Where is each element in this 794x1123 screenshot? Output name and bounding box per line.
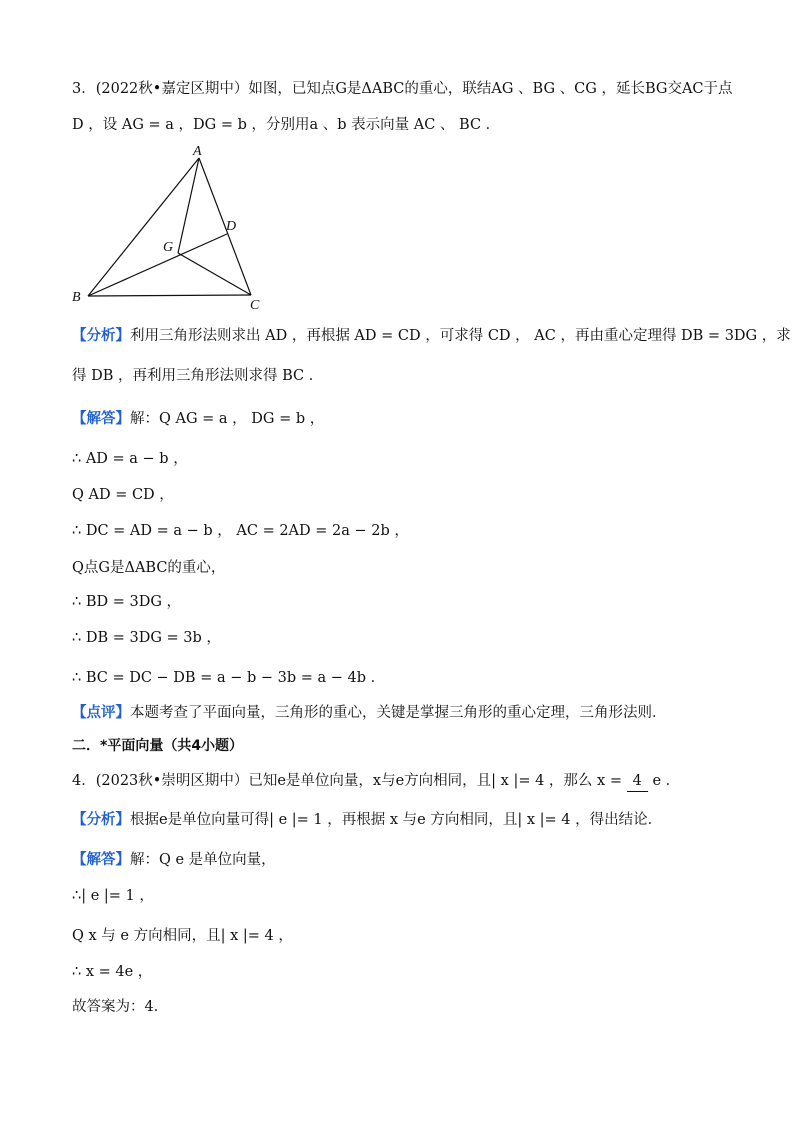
analysis-tag: 【分析】 xyxy=(72,812,130,828)
segment-bd xyxy=(88,234,227,296)
q3-step7: ∴ BC = DC − DB = a − b − 3b = a − 4b ． xyxy=(72,670,386,686)
q4-stem xyxy=(72,771,732,792)
q3-step1: ∴ AD = a − b ， xyxy=(72,451,188,467)
q3-step2: Q AD = CD ， xyxy=(72,487,174,503)
q3-analysis-line2: 得 DB ，再利用三角形法则求得 BC ． xyxy=(72,368,324,384)
q3-step6: ∴ DB = 3DG = 3b ， xyxy=(72,630,221,646)
q4-step3: ∴ x = 4e ， xyxy=(72,964,153,980)
label-c: C xyxy=(250,298,260,312)
segment-gc xyxy=(178,253,251,295)
q3-stem-line1: 3．(2022秋•嘉定区期中）如图，已知点G是ΔABC的重心，联结AG 、BG 、CG ，延长BG交AC于点 xyxy=(72,81,733,97)
q4-analysis-text: 根据e是单位向量可得| e |= 1 ，再根据 x 与e 方向相同，且| x |= 4 ，得出结论． xyxy=(130,812,663,828)
q4-stem-pre: 4．(2023秋•崇明区期中）已知e是单位向量，x与e方向相同，且| x |= 4 ，那么 x = xyxy=(72,773,622,789)
q3-answer-intro: 解：Q AG = a ， DG = b ， xyxy=(130,411,325,427)
q3-analysis-line1 xyxy=(72,326,791,346)
q3-stem-line2: D ，设 AG = a ，DG = b ，分别用a 、b 表示向量 AC 、 BC ． xyxy=(72,117,501,133)
section-heading: 二．*平面向量（共4小题） xyxy=(72,738,244,754)
q3-analysis-text1: 利用三角形法则求出 AD ，再根据 AD = CD ，可求得 CD ， AC ，再由重心定理得 DB = 3DG ，求 xyxy=(130,328,791,344)
q3-step5: ∴ BD = 3DG ， xyxy=(72,594,182,610)
q3-step4: Q点G是ΔABC的重心， xyxy=(72,560,226,576)
q3-answer-line xyxy=(72,409,732,429)
comment-tag: 【点评】 xyxy=(72,705,130,721)
q4-answer-intro: 解：Q e 是单位向量， xyxy=(130,852,276,868)
q4-step1: ∴| e |= 1 ， xyxy=(72,888,154,904)
label-a: A xyxy=(193,144,202,159)
q3-comment-text: 本题考查了平面向量，三角形的重心，关键是掌握三角形的重心定理，三角形法则． xyxy=(130,705,667,721)
q3-step3: ∴ DC = AD = a − b ， AC = 2AD = 2a − 2b ， xyxy=(72,523,409,539)
edge-ac xyxy=(199,158,251,295)
q4-analysis-line xyxy=(72,810,732,830)
q3-comment-line xyxy=(72,703,732,723)
edge-bc xyxy=(88,295,251,296)
label-b: B xyxy=(72,290,81,305)
answer-tag: 【解答】 xyxy=(72,852,130,868)
triangle-figure xyxy=(66,142,276,312)
q4-answer-blank: 4 xyxy=(627,771,648,792)
analysis-tag: 【分析】 xyxy=(72,328,130,344)
q4-final: 故答案为：4． xyxy=(72,999,169,1015)
answer-tag: 【解答】 xyxy=(72,411,130,427)
segment-ag xyxy=(178,158,199,253)
q4-stem-post: e ． xyxy=(652,773,681,789)
q4-answer-line xyxy=(72,850,732,870)
label-g: G xyxy=(163,240,174,255)
q4-step2: Q x 与 e 方向相同，且| x |= 4 ， xyxy=(72,928,293,944)
edge-ab xyxy=(88,158,199,296)
label-d: D xyxy=(226,219,237,234)
